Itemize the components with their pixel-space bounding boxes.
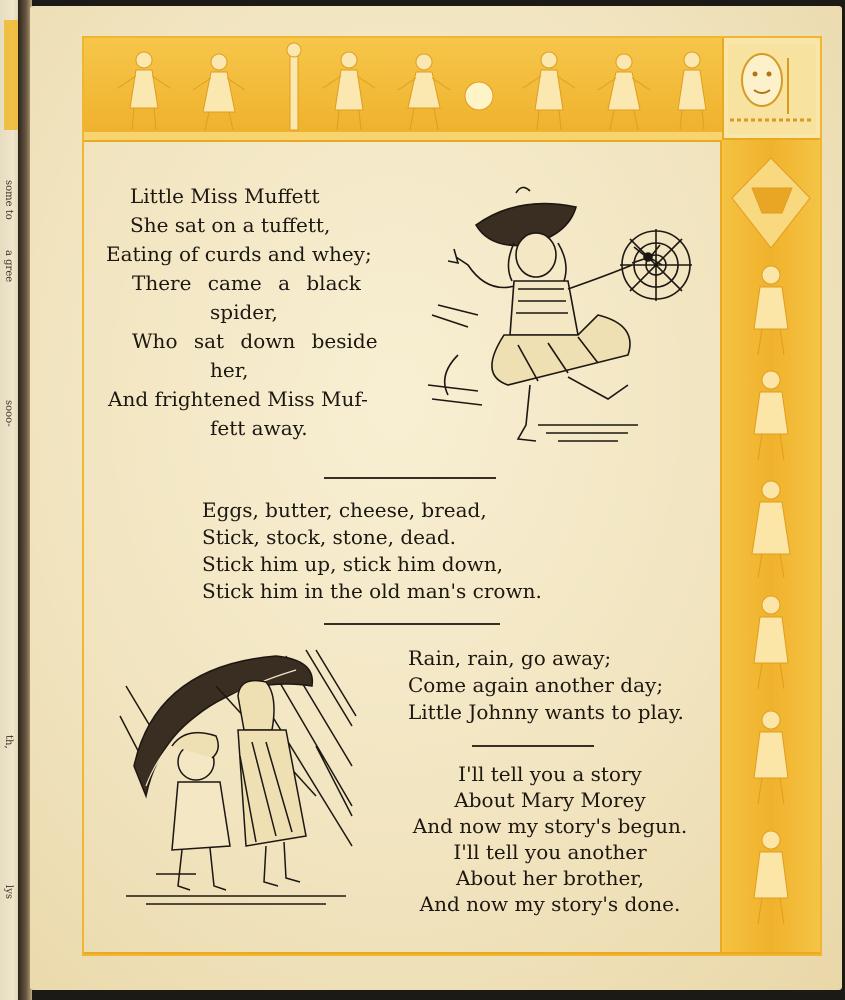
poem-line: About Mary Morey (454, 788, 646, 812)
separator-rule (324, 477, 496, 479)
miss-muffet-illustration (418, 185, 708, 459)
poem-line: her, (210, 358, 249, 382)
left-page-fragment: sooo- (3, 400, 14, 427)
poem-line: Eggs, butter, cheese, bread, (202, 498, 487, 522)
poem-line: Who sat down beside (132, 329, 378, 353)
poem-line: Come again another day; (408, 673, 664, 697)
poem-line: I'll tell you another (453, 840, 647, 864)
left-page-yellow-border (4, 20, 18, 130)
poem-line: Little Johnny wants to play. (408, 700, 684, 724)
poem-line: And now my story's done. (419, 892, 681, 916)
poem-line: About her brother, (455, 866, 645, 890)
poem-mary-morey (395, 761, 705, 917)
children-under-umbrella-icon (116, 646, 358, 912)
poem-line: And frightened Miss Muf- (108, 387, 368, 411)
poem-line: spider, (210, 300, 278, 324)
separator-rule (472, 745, 594, 747)
poem-line: I'll tell you a story (458, 762, 642, 786)
poem-line: Eating of curds and whey; (106, 242, 372, 266)
left-page-fragment: a gree (3, 250, 14, 283)
left-page-fragment: lys (3, 885, 14, 899)
poem-line: And now my story's begun. (412, 814, 688, 838)
poem-line: Stick, stock, stone, dead. (202, 525, 457, 549)
poem-line: fett away. (210, 416, 308, 440)
poem-eggs-butter (202, 497, 542, 605)
poem-line: Little Miss Muffett (130, 184, 320, 208)
left-page-fragment: th, (3, 735, 14, 749)
poem-line: Stick him in the old man's crown. (202, 579, 542, 603)
poem-line: She sat on a tuffett, (130, 213, 331, 237)
poem-line: Rain, rain, go away; (408, 646, 612, 670)
girl-with-spider-icon (418, 185, 708, 455)
poem-rain-rain (408, 645, 684, 726)
umbrella-children-illustration (116, 646, 358, 916)
separator-rule (324, 623, 500, 625)
left-page-fragment: some to (3, 180, 14, 220)
poem-line: Stick him up, stick him down, (202, 552, 503, 576)
poem-line: There came a black (132, 271, 361, 295)
poem-little-miss-muffett (100, 182, 410, 443)
